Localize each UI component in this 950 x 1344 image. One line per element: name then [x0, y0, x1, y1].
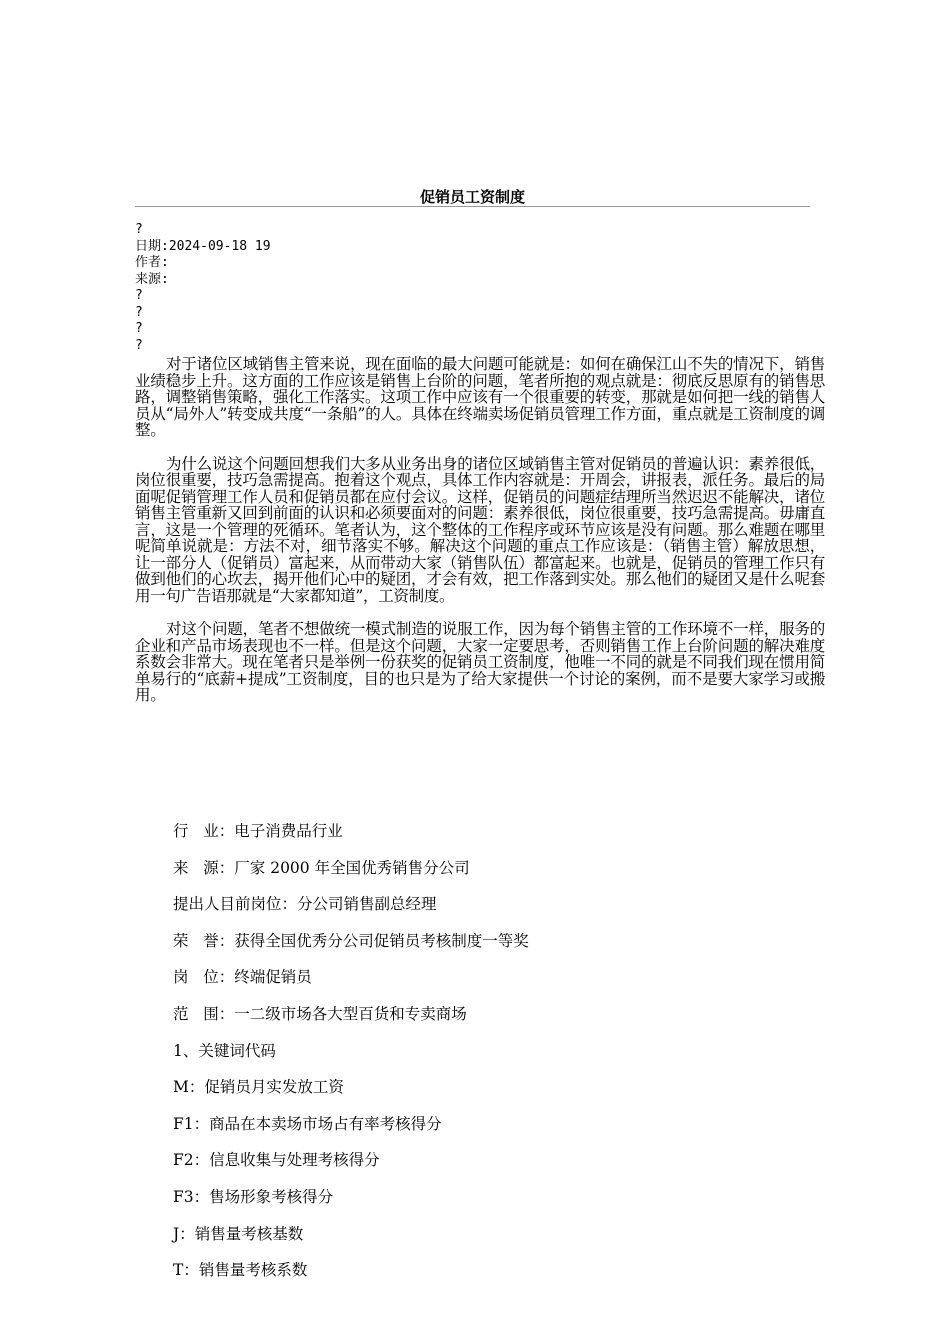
keyword-line: F3：售场形象考核得分 — [173, 1187, 334, 1206]
keyword-line: M：促销员月实发放工资 — [173, 1078, 344, 1097]
meta-placeholder: ? — [135, 321, 143, 336]
info-line-position: 提出人目前岗位：分公司销售副总经理 — [173, 895, 437, 914]
info-line-industry: 行 业：电子消费品行业 — [173, 822, 343, 840]
paragraph: 对于诸位区域销售主管来说，现在面临的最大问题可能就是：如何在确保江山不失的情况下，销售业绩稳步上升。这方面的工作应该是销售上台阶的问题，笔者所抱的观点就是：彻底反思原有的销售思路，调整销售策略，强化工作落实。这项工作中应该有一个很重要的转变，那就是如何把一线的销售人员从“局外人”转变成共度“一条船”的人。具体在终端卖场促销员管理工作方面，重点就是工资制度的调整。 — [135, 355, 825, 439]
document-meta — [135, 222, 271, 354]
keyword-line: J：销售量考核基数 — [173, 1224, 304, 1243]
meta-date: 日期:2024-09-18 19 — [135, 238, 271, 254]
meta-placeholder: ? — [135, 304, 143, 320]
body-text — [135, 356, 825, 721]
meta-placeholder: ? — [135, 222, 143, 237]
title-divider — [135, 206, 810, 207]
info-line-scope: 范 围：一二级市场各大型百货和专卖商场 — [173, 1004, 467, 1023]
keyword-line: F1：商品在本卖场市场占有率考核得分 — [173, 1114, 442, 1133]
section-heading: 1、关键词代码 — [173, 1041, 276, 1060]
info-line-post: 岗 位：终端促销员 — [173, 968, 312, 987]
paragraph: 为什么说这个问题回想我们大多从业务出身的诸位区域销售主管对促销员的普遍认识：素养很低，岗位很重要，技巧急需提高。抱着这个观点，具体工作内容就是：开周会，讲报表，派任务。最后的局面呢促销管理工作人员和促销员都在应付会议。这样，促销员的问题症结理所当然迟迟不能解决，诸位销售主管重新又回到前面的认识和必须要面对的问题：素养很低，岗位很重要，技巧急需提高。毋庸直言，这是一个管理的死循环。笔者认为，这个整体的工作程序或环节应该是没有问题。那么难题在哪里呢简单说就是：方法不对，细节落实不够。解决这个问题的重点工作应该是：（销售主管）解放思想，让一部分人（促销员）富起来，从而带动大家（销售队伍）都富起来。也就是，促销员的管理工作只有做到他们的心坎去，揭开他们心中的疑团，才会有效，把工作落到实处。那么他们的疑团又是什么呢套用一句广告语那就是“大家都知道”，工资制度。 — [135, 454, 825, 605]
meta-source: 来源: — [135, 271, 169, 287]
meta-author: 作者: — [135, 255, 169, 270]
keyword-line: F2：信息收集与处理考核得分 — [173, 1151, 380, 1170]
keyword-line: T：销售量考核系数 — [173, 1261, 308, 1280]
info-line-source: 来 源：厂家 2000 年全国优秀销售分公司 — [173, 858, 470, 877]
info-line-honor: 荣 誉：获得全国优秀分公司促销员考核制度一等奖 — [173, 931, 529, 950]
document-title: 促销员工资制度 — [419, 188, 525, 206]
meta-placeholder: ? — [135, 337, 143, 353]
meta-placeholder: ? — [135, 288, 143, 303]
paragraph: 对这个问题，笔者不想做统一模式制造的说服工作，因为每个销售主管的工作环境不一样，服务的企业和产品市场表现也不一样。但是这个问题，大家一定要思考，否则销售工作上台阶问题的解决难度系数会非常大。现在笔者只是举例一份获奖的促销员工资制度，他唯一不同的就是不同我们现在惯用简单易行的“底薪+提成”工资制度，目的也只是为了给大家提供一个讨论的案例，而不是要大家学习或搬用。 — [135, 620, 825, 704]
info-list — [173, 820, 813, 1296]
